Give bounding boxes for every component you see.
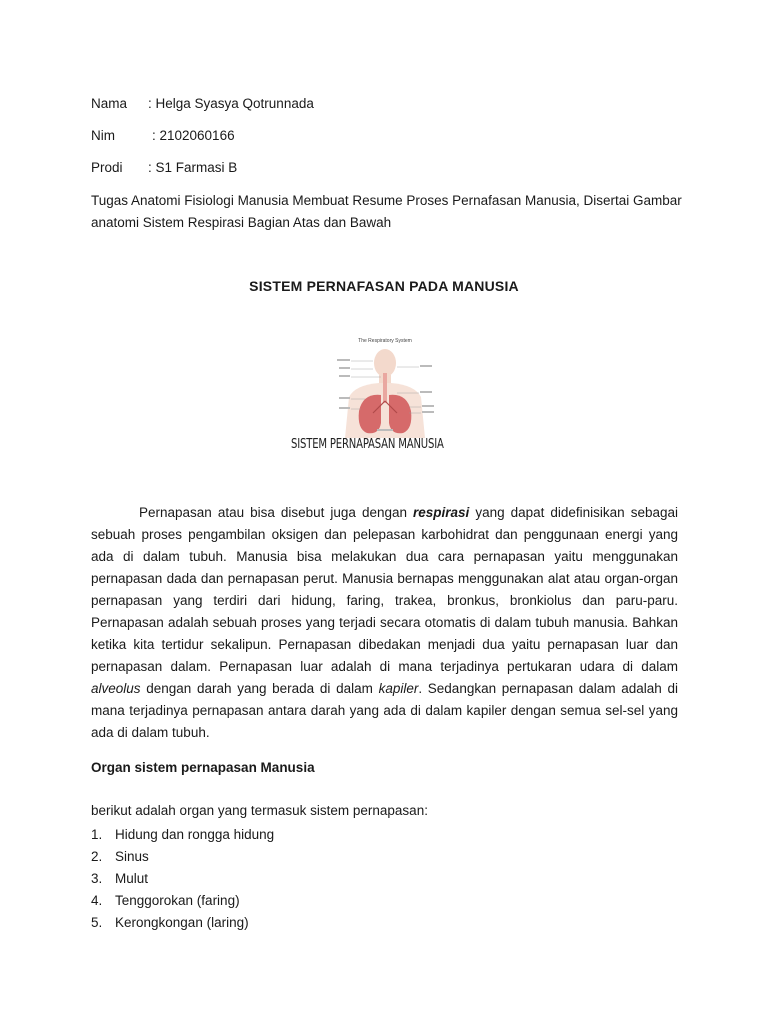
nim-label: Nim xyxy=(91,128,115,143)
document-title: SISTEM PERNAFASAN PADA MANUSIA xyxy=(249,278,519,294)
list-item-number: 4. xyxy=(91,893,103,908)
respiratory-anatomy-illustration xyxy=(285,333,485,438)
term-alveolus: alveolus xyxy=(91,681,141,696)
list-intro: berikut adalah organ yang termasuk sistem pernapasan: xyxy=(91,803,428,818)
nama-label: Nama xyxy=(91,96,128,111)
prodi-label: Prodi xyxy=(91,160,123,175)
list-item-text: Mulut xyxy=(115,871,149,886)
trachea-shape xyxy=(383,373,387,403)
list-item xyxy=(91,824,274,846)
term-respirasi: respirasi xyxy=(413,505,470,520)
paragraph-text-4: . Sedangkan pernapasan dalam adalah di mana terjadinya pernapasan antara darah yang ada di dalam kapiler dengan semua sel-sel yang ada di dalam tubuh. xyxy=(91,681,678,740)
prodi-row xyxy=(91,159,237,177)
figure-caption: SISTEM PERNAPASAN MANUSIA xyxy=(291,437,444,452)
assignment-text: Tugas Anatomi Fisiologi Manusia Membuat Resume Proses Pernafasan Manusia, Disertai Gambar anatomi Sistem Respirasi Bagian Atas dan Bawah xyxy=(91,193,682,230)
paragraph-text-2: yang dapat didefinisikan sebagai sebuah proses pengambilan oksigen dan pelepasan karbohidrat dan penggunaan energi yang ada di dalam tubuh. Manusia bisa melakukan dua cara pernapasan yaitu menggunakan pernapasan dada dan pernapasan perut. Manusia bernapas menggunakan alat atau organ-organ pernapasan yang terdiri dari hidung, faring, trakea, bronkus, bronkiolus dan paru-paru. Pernapasan adalah sebuah proses yang terjadi secara otomatis di dalam tubuh manusia. Bahkan ketika kita tertidur sekalipun. Pernapasan dibedakan menjadi dua yaitu pernapasan luar dan pernapasan dalam. Pernapasan luar adalah di mana terjadinya pertukaran udara di dalam xyxy=(91,505,678,674)
list-item xyxy=(91,846,274,868)
list-item-text: Kerongkongan (laring) xyxy=(115,915,249,930)
list-item xyxy=(91,868,274,890)
nama-row xyxy=(91,95,314,113)
list-item-number: 2. xyxy=(91,849,103,864)
head-shape xyxy=(374,349,396,377)
nim-row xyxy=(91,127,235,145)
list-item-text: Tenggorokan (faring) xyxy=(115,893,240,908)
organ-list xyxy=(91,824,274,934)
nama-value: : Helga Syasya Qotrunnada xyxy=(148,96,314,111)
list-item xyxy=(91,912,274,934)
paragraph-text-1: Pernapasan atau bisa disebut juga dengan xyxy=(139,505,414,520)
body-paragraph xyxy=(91,502,678,744)
list-item-number: 5. xyxy=(91,915,103,930)
nim-value: : 2102060166 xyxy=(152,128,235,143)
list-item xyxy=(91,890,274,912)
list-item-text: Hidung dan rongga hidung xyxy=(115,827,275,842)
figure-heading: The Respiratory System xyxy=(358,338,412,344)
list-item-number: 3. xyxy=(91,871,103,886)
list-item-text: Sinus xyxy=(115,849,149,864)
paragraph-text-3: dengan darah yang berada di dalam xyxy=(140,681,379,696)
prodi-value: : S1 Farmasi B xyxy=(148,160,238,175)
term-kapiler: kapiler xyxy=(378,681,419,696)
list-item-number: 1. xyxy=(91,827,103,842)
section-heading: Organ sistem pernapasan Manusia xyxy=(91,760,315,775)
